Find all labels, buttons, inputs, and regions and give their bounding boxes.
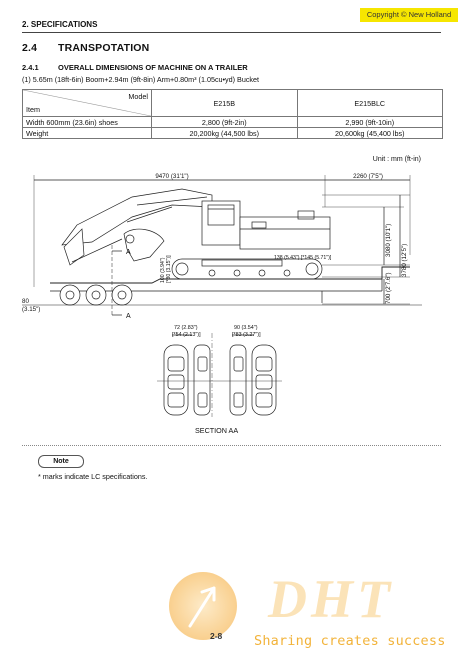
section-mark-bottom: A <box>126 313 131 320</box>
section-mark-top: A <box>126 249 131 256</box>
table-corner-cell <box>23 90 152 117</box>
sec-right-dim-lc: [*83 (3.27")] <box>232 332 261 338</box>
dim-ground-clear-imperial: (3.15") <box>22 306 41 313</box>
section-header: 2. SPECIFICATIONS <box>22 20 98 29</box>
dim-height-cab: 3080 (10'1") <box>385 223 392 257</box>
dim-bucket-lc: [*80 (3.15")] <box>166 255 172 283</box>
sec-left-dim: 72 (2.83") <box>174 325 198 331</box>
section-wheel-left <box>164 345 188 415</box>
dim-height-total: 3780 (12'5") <box>401 243 408 277</box>
copyright-badge: Copyright © New Holland <box>360 8 458 22</box>
dim-length-front: 9470 (31'1") <box>155 173 189 180</box>
watermark-logo-icon <box>168 566 238 644</box>
trailer-wheel <box>60 285 80 305</box>
model-label: Model <box>128 92 148 101</box>
unit-label: Unit : mm (ft-in) <box>372 156 421 163</box>
section-label: SECTION AA <box>195 426 239 435</box>
dim-deck-height: 700 (2'7.6") <box>385 272 392 304</box>
sec-left-dim-lc: [*54 (2.13")] <box>172 332 201 338</box>
row-value: 20,600kg (45,400 lbs) <box>297 128 443 139</box>
dim-track-gap: 138 (5.43") [*145 (5.71")] <box>274 255 332 261</box>
page-number: 2-8 <box>210 631 223 641</box>
trailer-wheel <box>86 285 106 305</box>
model-header: E215B <box>152 90 298 117</box>
section-aa-view <box>157 333 282 417</box>
watermark-brand: DHT <box>268 569 394 629</box>
row-value: 2,990 (9ft-10in) <box>297 117 443 128</box>
row-value: 20,200kg (44,500 lbs) <box>152 128 298 139</box>
table-row <box>23 117 443 128</box>
watermark-tagline: Sharing creates success <box>254 633 446 649</box>
title-number: 2.4 <box>22 42 38 54</box>
subsection-number: 2.4.1 <box>22 63 39 72</box>
header-divider <box>22 32 441 33</box>
table-row <box>23 128 443 139</box>
row-item: Width 600mm (23.6in) shoes <box>23 117 152 128</box>
configuration-line: (1) 5.65m (18ft-6in) Boom+2.94m (9ft-8in) Arm+0.80m³ (1.05cu•yd) Bucket <box>22 75 260 84</box>
subsection-text: OVERALL DIMENSIONS OF MACHINE ON A TRAILER <box>58 63 248 72</box>
model-header: E215BLC <box>297 90 443 117</box>
title-text: TRANSPOTATION <box>58 42 150 54</box>
note-text: * marks indicate LC specifications. <box>38 472 148 481</box>
table-header-row <box>23 90 443 117</box>
sec-right-dim: 90 (3.54") <box>234 325 258 331</box>
dim-ground-clear: 80 <box>22 298 29 305</box>
trailer-wheel <box>112 285 132 305</box>
row-item: Weight <box>23 128 152 139</box>
item-label: Item <box>26 105 40 114</box>
page-title <box>22 42 149 54</box>
trailer-diagram <box>22 167 422 425</box>
bucket <box>124 229 164 261</box>
section-wheel-right <box>252 345 276 415</box>
note-divider <box>22 445 441 446</box>
subsection-title <box>22 63 248 72</box>
dim-length-rear: 2260 (7'5") <box>353 173 383 180</box>
spec-table <box>22 89 443 139</box>
row-value: 2,800 (9ft-2in) <box>152 117 298 128</box>
dim-bucket: 100 (3.94") <box>160 257 166 283</box>
track <box>172 259 322 279</box>
note-badge: Note <box>38 455 84 468</box>
